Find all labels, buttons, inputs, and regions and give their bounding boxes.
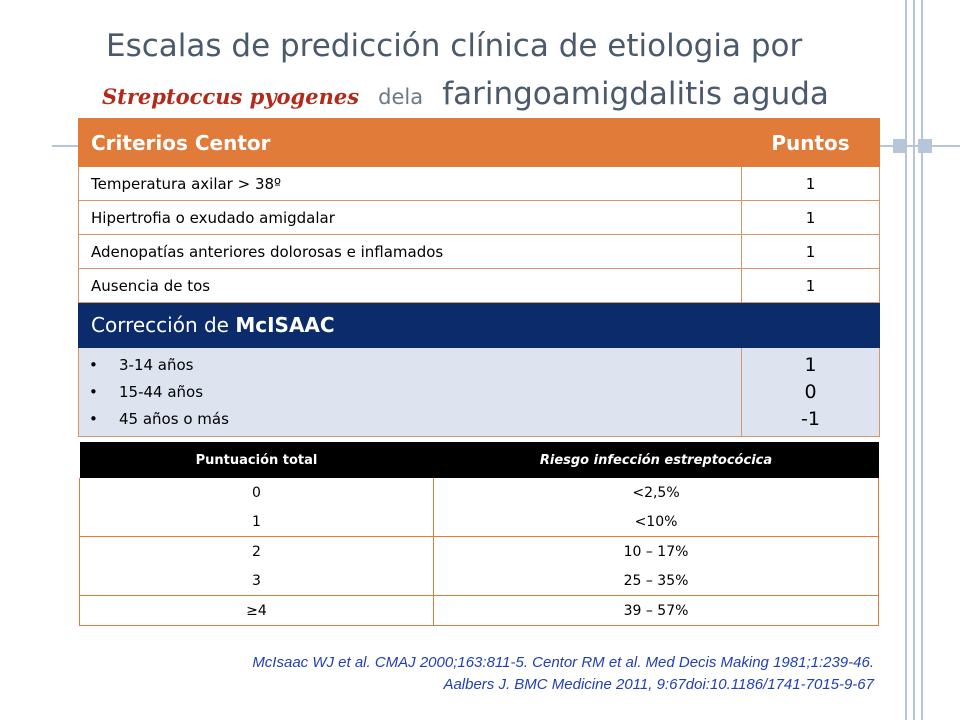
- criterion-cell: Adenopatías anteriores dolorosas e inflamados: [79, 235, 742, 269]
- points-cell: 1: [742, 235, 880, 269]
- criterion-cell: Ausencia de tos: [79, 269, 742, 303]
- points-cell: 1: [742, 201, 880, 235]
- risk-row: [80, 478, 879, 507]
- criteria-row: [79, 201, 880, 235]
- decorative-vertical-line: [905, 0, 907, 720]
- age-item: • 45 años o más: [119, 406, 741, 433]
- criteria-row: [79, 269, 880, 303]
- decorative-vertical-line: [921, 0, 923, 720]
- score-cell: ≥4: [80, 596, 434, 626]
- risk-cell: <10%: [434, 507, 879, 537]
- risk-row: [80, 566, 879, 596]
- score-cell: 3: [80, 566, 434, 596]
- slide-title-line2: [102, 76, 829, 112]
- centor-criteria-table: [78, 118, 880, 437]
- criteria-row: [79, 167, 880, 201]
- score-cell: 0: [80, 478, 434, 507]
- score-header: Puntuación total: [80, 442, 434, 478]
- mcisaac-correction-header: [79, 303, 880, 348]
- title-connector: dela: [378, 85, 424, 109]
- species-name: Streptoccus pyogenes: [102, 84, 360, 109]
- criterion-cell: Temperatura axilar > 38º: [79, 167, 742, 201]
- criteria-header: Criterios Centor: [79, 119, 742, 167]
- risk-header: Riesgo infección estreptocócica: [434, 442, 879, 478]
- age-correction-row: [79, 348, 880, 437]
- age-points-cell: [742, 348, 880, 437]
- decorative-square: [918, 139, 932, 153]
- decorative-vertical-line: [913, 0, 915, 720]
- points-cell: 1: [742, 167, 880, 201]
- mcisaac-correction-row: [79, 303, 880, 348]
- age-list: [79, 352, 741, 433]
- score-cell: 2: [80, 537, 434, 567]
- slide-title-line1: Escalas de predicción clínica de etiologia por: [106, 28, 803, 64]
- risk-cell: <2,5%: [434, 478, 879, 507]
- reference-line: McIsaac WJ et al. CMAJ 2000;163:811-5. Centor RM et al. Med Decis Making 1981;1:239-46.: [252, 654, 874, 671]
- risk-row: [80, 537, 879, 567]
- risk-header-row: [80, 442, 879, 478]
- risk-cell: 10 – 17%: [434, 537, 879, 567]
- decorative-square: [893, 139, 907, 153]
- points-cell: 1: [742, 269, 880, 303]
- points-header: Puntos: [742, 119, 880, 167]
- references: [252, 652, 874, 696]
- condition-name: faringoamigdalitis aguda: [442, 76, 829, 112]
- criterion-cell: Hipertrofia o exudado amigdalar: [79, 201, 742, 235]
- age-list-cell: [79, 348, 742, 437]
- risk-table: [79, 442, 879, 626]
- reference-line: Aalbers J. BMC Medicine 2011, 9:67doi:10.1186/1741-7015-9-67: [443, 676, 874, 693]
- risk-row: [80, 507, 879, 537]
- risk-row: [80, 596, 879, 626]
- age-points: 1: [804, 353, 817, 376]
- correction-prefix: Corrección de: [91, 313, 236, 337]
- score-cell: 1: [80, 507, 434, 537]
- age-points: 0: [804, 380, 817, 403]
- mcisaac-name: McISAAC: [235, 313, 335, 337]
- risk-cell: 39 – 57%: [434, 596, 879, 626]
- age-item: • 3-14 años: [119, 352, 741, 379]
- age-points: -1: [801, 407, 820, 430]
- criteria-row: [79, 235, 880, 269]
- risk-cell: 25 – 35%: [434, 566, 879, 596]
- age-item: • 15-44 años: [119, 379, 741, 406]
- criteria-header-row: [79, 119, 880, 167]
